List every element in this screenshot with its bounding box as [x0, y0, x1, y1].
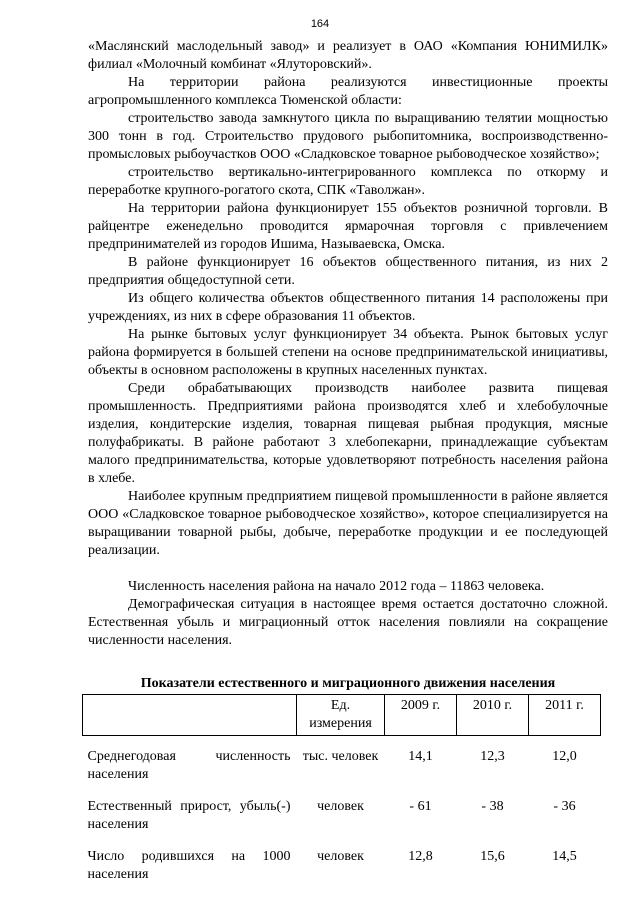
unit-cell: человек — [317, 849, 364, 864]
table-header-cell: Ед. измерения — [297, 695, 385, 736]
paragraph: Демографическая ситуация в настоящее время остается достаточно сложной. Естественная убыль и миграционный отток населения повлияли на сокращение численности населения. — [88, 597, 608, 648]
row-label: Число родившихся на 1000 населения — [87, 849, 291, 882]
paragraph: Наиболее крупным предприятием пищевой промышленности в районе является ООО «Сладковское товарное рыбоводческое хозяйство», которое специализируется на выращивании товарной рыбы, добыче, переработке продукции и ее последующей реализации. — [88, 489, 608, 558]
value-cell: 12,0 — [552, 749, 577, 764]
row-label: Естественный прирост, убыль(-) населения — [87, 799, 291, 832]
row-label: Среднегодовая численность населения — [87, 749, 291, 782]
paragraph: Среди обрабатывающих производств наиболее развита пищевая промышленность. Предприятиями района производятся хлеб и хлебобулочные изделия, кондитерские изделия, товарная пищевая рыбная продукция, мясные полуфабрикаты. В районе работают 3 хлебопекарни, принадлежащие субъектам малого предпринимательства, которые удовлетворяют потребность населения района в хлебе. — [88, 381, 608, 486]
unit-cell: человек — [317, 799, 364, 814]
table-title: Показатели естественного и миграционного движения населения — [140, 676, 556, 691]
table-header-cell: 2011 г. — [529, 695, 601, 736]
value-cell: 12,8 — [408, 849, 433, 864]
document-body — [88, 38, 608, 650]
paragraph: Численность населения района на начало 2012 года – 11863 человека. — [128, 579, 545, 594]
table-header-cell — [83, 695, 297, 736]
paragraph: строительство вертикально-интегрированного комплекса по откорму и переработке крупного-рогатого скота, СПК «Таволжан». — [88, 165, 608, 198]
table-header-cell: 2010 г. — [457, 695, 529, 736]
value-cell: - 36 — [553, 799, 576, 814]
population-stats-table — [82, 694, 601, 886]
value-cell: 14,5 — [552, 849, 577, 864]
paragraph: Из общего количества объектов общественного питания 14 расположены при учреждениях, из них в сфере образования 11 объектов. — [88, 291, 608, 324]
paragraph: В районе функционирует 16 объектов общественного питания, из них 2 предприятия общедоступной сети. — [88, 255, 608, 288]
paragraph: На территории района функционирует 155 объектов розничной торговли. В райцентре еженедельно проводится ярмарочная торговля с привлечением предпринимателей из городов Ишима, Называевска, Омска. — [88, 201, 608, 252]
value-cell: - 38 — [481, 799, 504, 814]
page-number: 164 — [310, 18, 330, 30]
value-cell: 14,1 — [408, 749, 433, 764]
value-cell: 15,6 — [480, 849, 505, 864]
table-header-cell: 2009 г. — [385, 695, 457, 736]
table-row — [83, 786, 601, 836]
table-row — [83, 836, 601, 886]
table-header-row — [83, 695, 601, 736]
table-row — [83, 736, 601, 787]
paragraph: На рынке бытовых услуг функционирует 34 объекта. Рынок бытовых услуг района формируется в большей степени на основе предпринимательской инициативы, объекты в основном расположены в крупных населенных пунктах. — [88, 327, 608, 378]
unit-cell: тыс. человек — [302, 749, 379, 764]
paragraph: строительство завода замкнутого цикла по выращиванию телятии мощностью 300 тонн в год. Строительство прудового рыбопитомника, воспроизводственно-промысловых рыбоучастков ООО «Сладковское товарное рыбоводческое хозяйство»; — [88, 111, 608, 162]
value-cell: - 61 — [409, 799, 432, 814]
value-cell: 12,3 — [480, 749, 505, 764]
paragraph: На территории района реализуются инвестиционные проекты агропромышленного комплекса Тюменской области: — [88, 75, 608, 108]
paragraph: «Маслянский маслодельный завод» и реализует в ОАО «Компания ЮНИМИЛК» филиал «Молочный комбинат «Ялуторовский». — [88, 39, 608, 72]
